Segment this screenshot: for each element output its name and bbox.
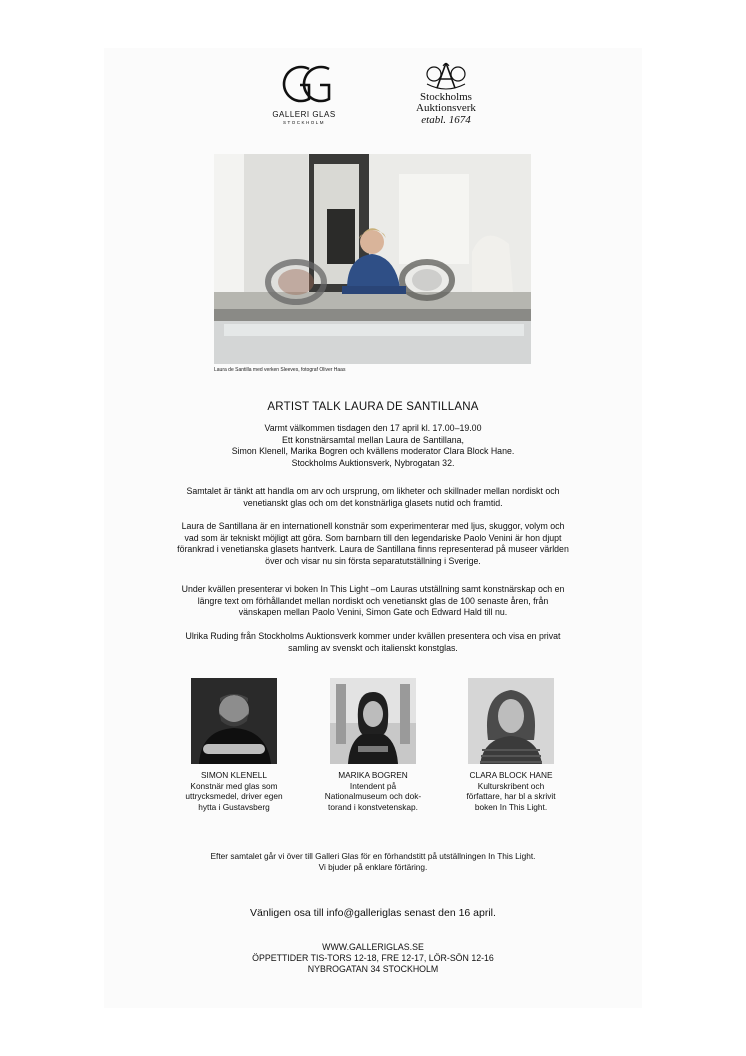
paragraph-book	[130, 584, 616, 619]
paragraph-line: vänskapen mellan Paolo Venini, Simon Gate och Edward Hald till nu.	[238, 607, 508, 618]
paragraph-line: Ulrika Ruding från Stockholms Auktionsverk kommer under kvällen presentera och visa en privat	[185, 631, 561, 641]
person-desc-line: Nationalmuseum och dok-	[324, 791, 422, 801]
intro-line: Stockholms Auktionsverk, Nybrogatan 32.	[291, 458, 455, 469]
intro-line: Ett konstnärsamtal mellan Laura de Santillana,	[282, 434, 464, 445]
galleri-glas-logo	[268, 60, 340, 125]
paragraph-line: Laura de Santillana är en internationell konstnär som experimenterar med ljus, skuggor, volym och	[181, 521, 565, 531]
person-desc-line: Intendent på	[349, 780, 397, 791]
gg-monogram-icon	[275, 60, 333, 108]
address: NYBROGATAN 34 STOCKHOLM	[307, 964, 439, 975]
person-desc-line: uttrycksmedel, driver egen	[185, 791, 283, 801]
person-marika-bogren	[313, 770, 433, 812]
person-name: MARIKA BOGREN	[338, 770, 408, 780]
event-intro	[130, 423, 616, 470]
after-talk-line: Vi bjuder på enklare förtäring.	[318, 862, 428, 872]
photo-caption: Laura de Santilla med verken Sleeves, fotograf Oliver Haas	[214, 367, 346, 373]
person-simon-klenell	[174, 770, 294, 812]
after-talk-line: Efter samtalet går vi över till Galleri Glas för en förhandstitt på utställningen In This Light.	[210, 851, 536, 861]
footer-info	[0, 942, 746, 976]
person-desc-line: Konstnär med glas som	[190, 780, 278, 791]
person-desc-line: torand i konstvetenskap.	[328, 801, 418, 812]
website-link[interactable]: WWW.GALLERIGLAS.SE	[322, 942, 424, 952]
paragraph-artist	[130, 521, 616, 568]
paragraph-topic	[130, 486, 616, 509]
paragraph-line: venetianskt glas och om det konstnärliga glasets nutid och framtid.	[243, 497, 503, 508]
rsvp-text: Vänligen osa till info@galleriglas senast den 16 april.	[250, 907, 496, 919]
intro-line: Varmt välkommen tisdagen den 17 april kl. 17.00–19.00	[264, 423, 482, 433]
person-desc-line: Kulturskribent och	[477, 780, 545, 791]
auktionsverk-established: etabl. 1674	[421, 114, 471, 126]
auktionsverk-crest-icon	[421, 60, 471, 92]
person-clara-block-hane	[451, 770, 571, 812]
galleri-glas-name: GALLERI GLAS	[272, 110, 336, 119]
paragraph-line: över och visar nu sin första separatutställning i Sverige.	[265, 556, 481, 567]
auktionsverk-line1: Stockholms	[420, 91, 472, 103]
person-name: CLARA BLOCK HANE	[469, 770, 553, 780]
person-desc-line: boken In This Light.	[474, 801, 548, 812]
portrait-simon-klenell	[191, 678, 277, 764]
artist-photo	[214, 154, 531, 364]
paragraph-collection	[130, 631, 616, 654]
person-desc-line: författare, har bl a skrivit	[466, 791, 556, 801]
auktionsverk-line2: Auktionsverk	[416, 102, 476, 114]
galleri-glas-city: STOCKHOLM	[283, 120, 325, 125]
person-name: SIMON KLENELL	[201, 770, 267, 780]
event-title: ARTIST TALK LAURA DE SANTILLANA	[267, 401, 479, 413]
opening-hours: ÖPPETTIDER TIS-TORS 12-18, FRE 12-17, LÖR-SÖN 12-16	[252, 953, 494, 964]
paragraph-line: vad som är tekniskt möjligt att göra. Som barnbarn till den legendariske Paolo Venini är hon djupt	[184, 532, 562, 543]
paragraph-line: längre text om förhållandet mellan nordiskt och venetianskt glas de 100 senaste åren, från	[197, 595, 549, 606]
paragraph-line: samling av svenskt och italienskt konstglas.	[288, 642, 458, 653]
portrait-clara-block-hane	[468, 678, 554, 764]
intro-line: Simon Klenell, Marika Bogren och kvällens moderator Clara Block Hane.	[231, 446, 515, 457]
paragraph-line: Samtalet är tänkt att handla om arv och ursprung, om likheter och skillnader mellan nordiskt och	[186, 486, 560, 496]
paragraph-line: förankrad i venetianska glasets hantverk. Laura de Santillana finns representerad på museer världen	[177, 544, 569, 555]
portrait-marika-bogren	[330, 678, 416, 764]
auktionsverk-logo	[408, 60, 484, 126]
person-desc-line: hytta i Gustavsberg	[198, 801, 270, 812]
paragraph-line: Under kvällen presenterar vi boken In This Light –om Lauras utställning samt konstnärskap och en	[181, 584, 565, 594]
